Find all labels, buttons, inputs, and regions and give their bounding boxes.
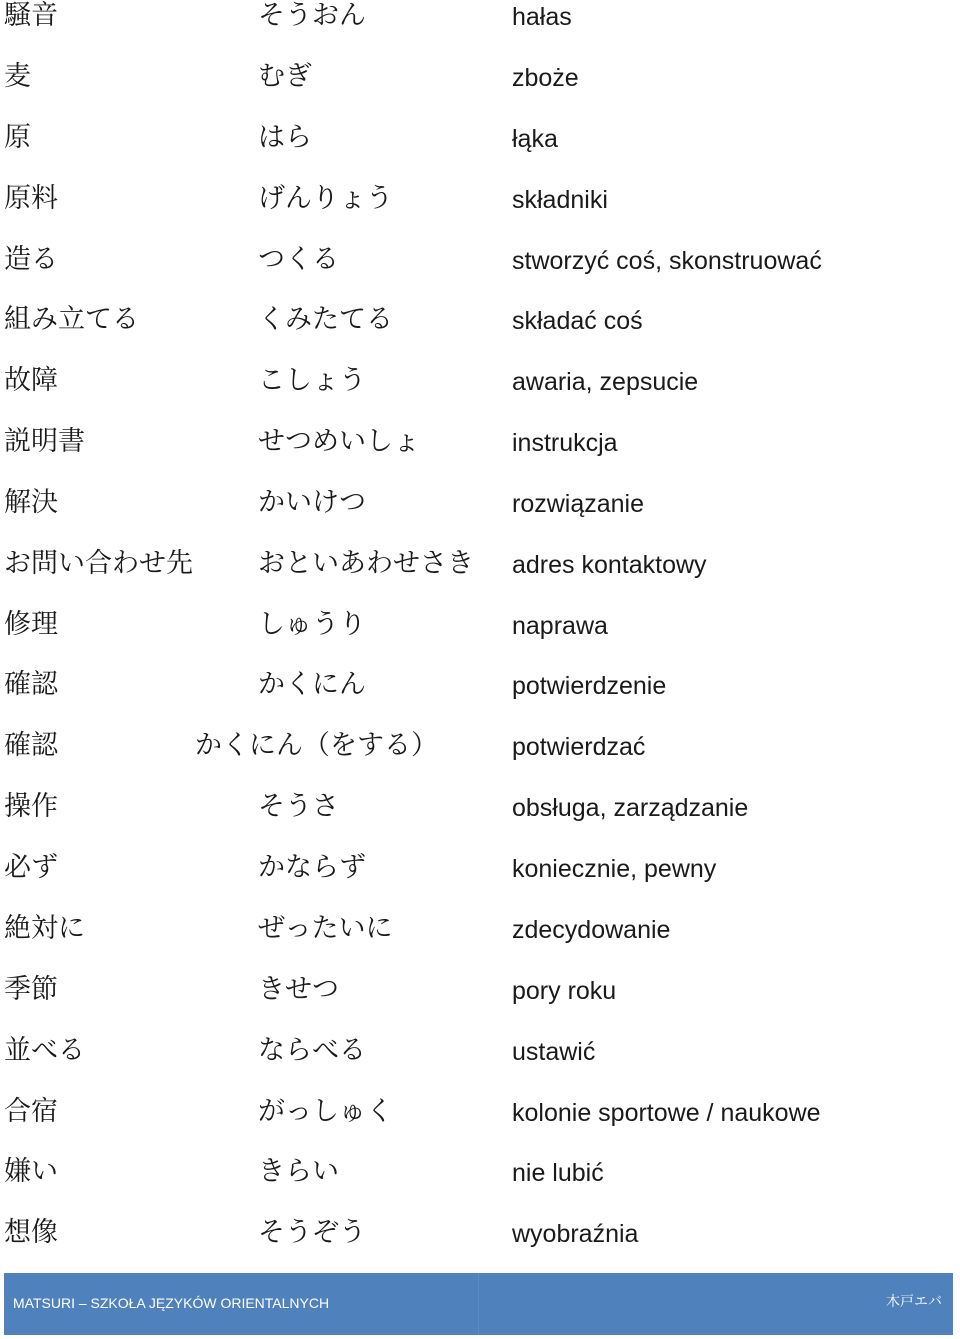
vocab-row: [0, 852, 960, 912]
polish-translation: naprawa: [512, 612, 608, 640]
vocab-row: [0, 365, 960, 425]
vocab-row: [0, 0, 960, 60]
kana-reading: かいけつ: [258, 487, 366, 518]
kana-reading: くみたてる: [258, 304, 393, 335]
kanji-word: 絶対に: [4, 913, 85, 944]
footer-divider: [478, 1273, 479, 1335]
kanji-word: 原: [4, 122, 31, 153]
kana-reading: しゅうり: [258, 609, 366, 640]
footer-author: 木戸エバ: [886, 1294, 942, 1310]
kanji-word: 合宿: [4, 1096, 58, 1127]
kana-reading: そうおん: [258, 0, 366, 31]
polish-translation: pory roku: [512, 977, 617, 1005]
polish-translation: ustawić: [512, 1038, 596, 1066]
polish-translation: hałas: [512, 3, 572, 31]
polish-translation: adres kontaktowy: [512, 551, 707, 579]
kana-reading: せつめいしょ: [258, 426, 420, 457]
kanji-word: 確認: [4, 730, 58, 761]
kanji-word: 並べる: [4, 1035, 85, 1066]
vocab-row: [0, 122, 960, 182]
vocab-row: [0, 61, 960, 121]
vocab-row: [0, 609, 960, 669]
polish-translation: zdecydowanie: [512, 916, 671, 944]
polish-translation: rozwiązanie: [512, 490, 645, 518]
kanji-word: 説明書: [4, 426, 85, 457]
kanji-word: 騒音: [4, 0, 58, 31]
kanji-word: 操作: [4, 791, 58, 822]
vocab-row: [0, 183, 960, 243]
vocab-row: [0, 791, 960, 851]
kana-reading: きせつ: [258, 974, 339, 1005]
polish-translation: wyobraźnia: [512, 1220, 639, 1248]
vocab-row: [0, 244, 960, 304]
kanji-word: 嫌い: [4, 1156, 58, 1187]
kanji-word: お問い合わせ先: [4, 548, 193, 579]
kana-reading: はら: [258, 122, 312, 153]
kana-reading: かくにん: [258, 669, 366, 700]
vocab-row: [0, 1156, 960, 1216]
polish-translation: obsługa, zarządzanie: [512, 794, 749, 822]
vocab-row: [0, 548, 960, 608]
polish-translation: składniki: [512, 186, 608, 214]
vocab-row: [0, 669, 960, 729]
kana-reading: ぜったいに: [258, 913, 393, 944]
kana-reading: かくにん（をする）: [195, 730, 438, 761]
polish-translation: składać coś: [512, 307, 643, 335]
kanji-word: 麦: [4, 61, 31, 92]
vocab-row: [0, 487, 960, 547]
footer-school-name: MATSURI – SZKOŁA JĘZYKÓW ORIENTALNYCH: [13, 1295, 330, 1311]
vocab-row: [0, 1035, 960, 1095]
polish-translation: potwierdzać: [512, 733, 646, 761]
polish-translation: potwierdzenie: [512, 672, 667, 700]
kanji-word: 組み立てる: [4, 304, 139, 335]
kana-reading: かならず: [258, 852, 366, 883]
kana-reading: がっしゅく: [258, 1096, 393, 1127]
kana-reading: むぎ: [258, 61, 312, 92]
vocab-row: [0, 1217, 960, 1277]
kana-reading: そうぞう: [258, 1217, 366, 1248]
kanji-word: 想像: [4, 1217, 58, 1248]
kana-reading: こしょう: [258, 365, 366, 396]
kanji-word: 原料: [4, 183, 58, 214]
kana-reading: つくる: [258, 244, 339, 275]
polish-translation: kolonie sportowe / naukowe: [512, 1099, 821, 1127]
kana-reading: ならべる: [258, 1035, 366, 1066]
vocab-row: [0, 974, 960, 1034]
kana-reading: おといあわせさき: [258, 548, 474, 579]
kanji-word: 季節: [4, 974, 58, 1005]
kanji-word: 必ず: [4, 852, 58, 883]
kanji-word: 造る: [4, 244, 58, 275]
kanji-word: 確認: [4, 669, 58, 700]
vocab-row: [0, 1096, 960, 1156]
polish-translation: koniecznie, pewny: [512, 855, 717, 883]
vocab-row: [0, 913, 960, 973]
kanji-word: 故障: [4, 365, 58, 396]
polish-translation: instrukcja: [512, 429, 618, 457]
kanji-word: 修理: [4, 609, 58, 640]
vocab-row: [0, 730, 960, 790]
polish-translation: zboże: [512, 64, 579, 92]
kana-reading: げんりょう: [258, 183, 393, 214]
kanji-word: 解決: [4, 487, 58, 518]
polish-translation: awaria, zepsucie: [512, 368, 699, 396]
kana-reading: きらい: [258, 1156, 339, 1187]
vocab-row: [0, 426, 960, 486]
page-footer: [4, 1273, 953, 1335]
polish-translation: łąka: [512, 125, 558, 153]
kana-reading: そうさ: [258, 791, 339, 822]
vocab-row: [0, 304, 960, 364]
polish-translation: nie lubić: [512, 1159, 604, 1187]
polish-translation: stworzyć coś, skonstruować: [512, 247, 822, 275]
